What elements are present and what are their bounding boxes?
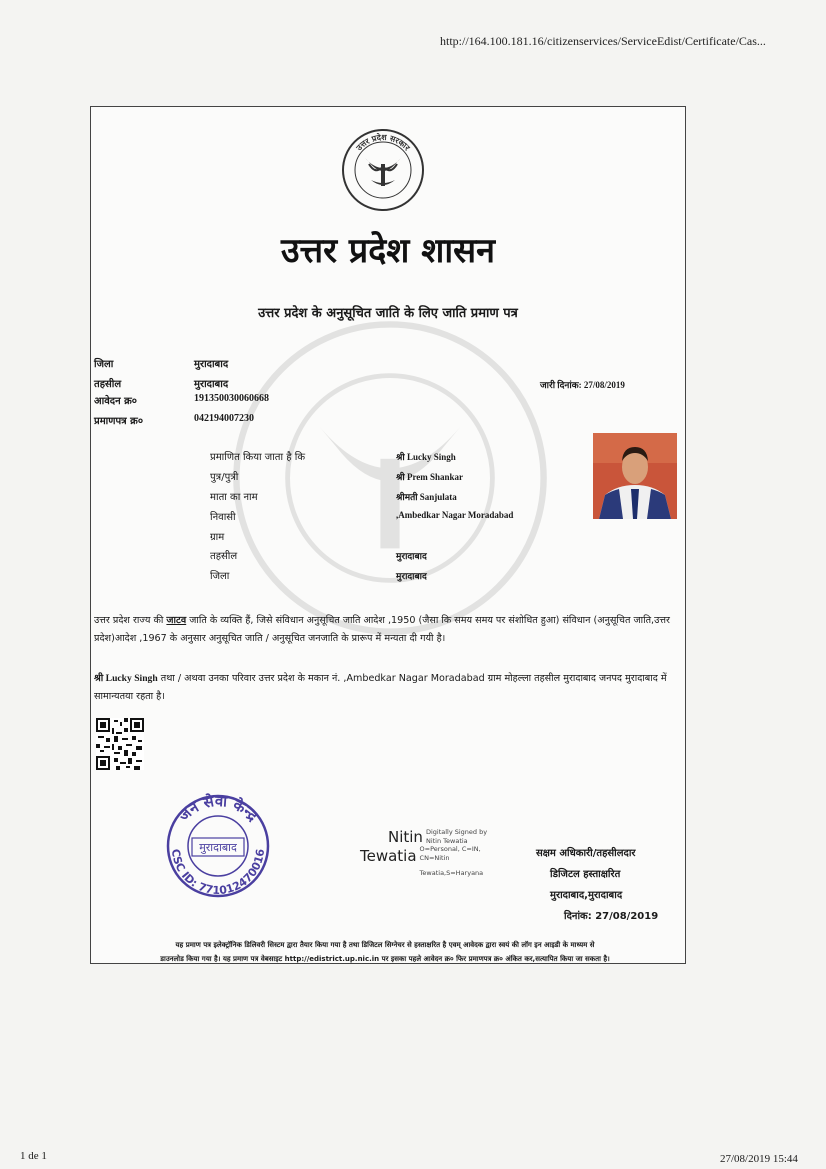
emblem-watermark xyxy=(230,318,550,638)
detail-label-son-daughter: पुत्र/पुत्री xyxy=(210,472,239,483)
issue-date: जारी दिनांक: 27/08/2019 xyxy=(540,380,625,390)
meta-value-certificate-no: 042194007230 xyxy=(194,413,254,424)
meta-value-application-no: 191350030060668 xyxy=(194,393,269,404)
meta-label-certificate-no: प्रमाणपत्र क्र० xyxy=(94,416,144,427)
footer-line-2: डाउनलोड किया गया है। यह प्रमाण पत्र वेबसाइट http://edistrict.up.nic.in पर इसका पहले आवेदन क्र० फिर प्रमाणपत्र क्र० अंकित कर,सत्यापित किया जा सकता है। xyxy=(160,955,610,963)
signature-detail-3: O=Personal, C=IN, xyxy=(419,845,481,853)
signature-detail-4: CN=Nitin xyxy=(419,854,450,862)
print-url: http://164.100.181.16/citizenservices/ServiceEdist/Certificate/Cas... xyxy=(440,34,766,48)
signer-last-name: Tewatia xyxy=(360,847,417,865)
footer-line-1: यह प्रमाण पत्र इलेक्ट्रॉनिक डिलिवरी सिस्टम द्वारा तैयार किया गया है तथा डिजिटल सिग्नेचर से हस्ताक्षरित है एवम् आवेदक द्वारा स्वयं की लॉग इन आइडी के माध्यम से xyxy=(175,941,595,949)
applicant-photo xyxy=(593,433,677,519)
stamp-middle-text: मुरादाबाद xyxy=(199,841,237,854)
meta-value-tehsil: मुरादाबाद xyxy=(194,379,229,390)
caste-declaration-prefix: उत्तर प्रदेश राज्य की xyxy=(94,615,167,626)
certificate-footer xyxy=(94,938,676,966)
detail-label-resident: निवासी xyxy=(210,512,236,523)
detail-label-mother: माता का नाम xyxy=(210,492,258,503)
residence-name: श्री Lucky Singh xyxy=(94,673,158,684)
print-timestamp: 27/08/2019 15:44 xyxy=(720,1153,798,1165)
svg-text:CSC ID: 771012470016 xyxy=(169,848,267,897)
caste-declaration-text: जाति के व्यक्ति हैं, जिसे संविधान अनुसूचित जाति आदेश ,1950 (जैसा कि समय समय पर संशोधित हुआ) संविधान (अनुसूचित जाति,उत्तर प्रदेश)आदेश ,1967 के अनुसार अनुसूचित जाति / अनुसूचित जनजाति के प्रारूप में मन्यता दी गयी है। xyxy=(94,615,670,644)
officer-signature-type: डिजिटल हस्ताक्षरित xyxy=(550,869,621,880)
government-title: उत्तर प्रदेश शासन xyxy=(280,231,495,271)
svg-text:जन सेवा केन्द्र xyxy=(174,792,262,826)
certificate-title: उत्तर प्रदेश के अनुसूचित जाति के लिए जाति प्रमाण पत्र xyxy=(258,306,518,321)
detail-value-resident: ,Ambedkar Nagar Moradabad xyxy=(396,510,514,520)
detail-value-district: मुरादाबाद xyxy=(396,571,427,581)
stamp-bottom-text: CSC ID: 771012470016 xyxy=(168,848,268,898)
detail-value-father: श्री Prem Shankar xyxy=(396,472,464,482)
meta-label-district: जिला xyxy=(94,359,114,370)
csc-stamp xyxy=(158,790,278,900)
officer-location: मुरादाबाद,मुरादाबाद xyxy=(550,890,623,901)
signature-detail-5: Tewatia,S=Haryana xyxy=(419,869,484,877)
residence-declaration xyxy=(94,670,676,706)
caste-name: जाटव xyxy=(166,615,187,626)
detail-label-district: जिला xyxy=(210,571,230,582)
stamp-top-text: जन सेवा केन्द्र xyxy=(174,791,262,825)
digital-signature xyxy=(360,828,487,878)
officer-date: दिनांक: 27/08/2019 xyxy=(564,911,659,922)
detail-value-tehsil: मुरादाबाद xyxy=(396,551,427,561)
page-counter: 1 de 1 xyxy=(20,1150,47,1162)
detail-label-tehsil: तहसील xyxy=(210,551,238,562)
officer-block xyxy=(536,843,676,927)
signature-detail-2: Nitin Tewatia xyxy=(425,837,468,845)
signer-first-name: Nitin xyxy=(388,828,423,846)
meta-value-district: मुरादाबाद xyxy=(194,359,229,370)
officer-designation: सक्षम अधिकारी/तहसीलदार xyxy=(536,848,636,859)
caste-declaration xyxy=(94,612,676,648)
detail-value-mother: श्रीमती Sanjulata xyxy=(396,492,457,502)
signature-detail-1: Digitally Signed by xyxy=(425,828,488,836)
detail-label-certified: प्रमाणित किया जाता है कि xyxy=(210,452,306,463)
meta-label-application-no: आवेदन क्र० xyxy=(94,396,138,407)
residence-text: तथा / अथवा उनका परिवार उत्तर प्रदेश के मकान नं. ,Ambedkar Nagar Moradabad ग्राम मोहल्ला तहसील मुरादाबाद जनपद मुरादाबाद में सामान्यतया रहता है। xyxy=(94,673,667,702)
up-government-emblem xyxy=(341,128,425,212)
detail-value-name: श्री Lucky Singh xyxy=(396,452,456,462)
qr-code xyxy=(96,718,144,770)
detail-label-village: ग्राम xyxy=(210,532,225,543)
meta-label-tehsil: तहसील xyxy=(94,379,122,390)
emblem-text: उत्तर प्रदेश सरकार xyxy=(354,132,412,153)
